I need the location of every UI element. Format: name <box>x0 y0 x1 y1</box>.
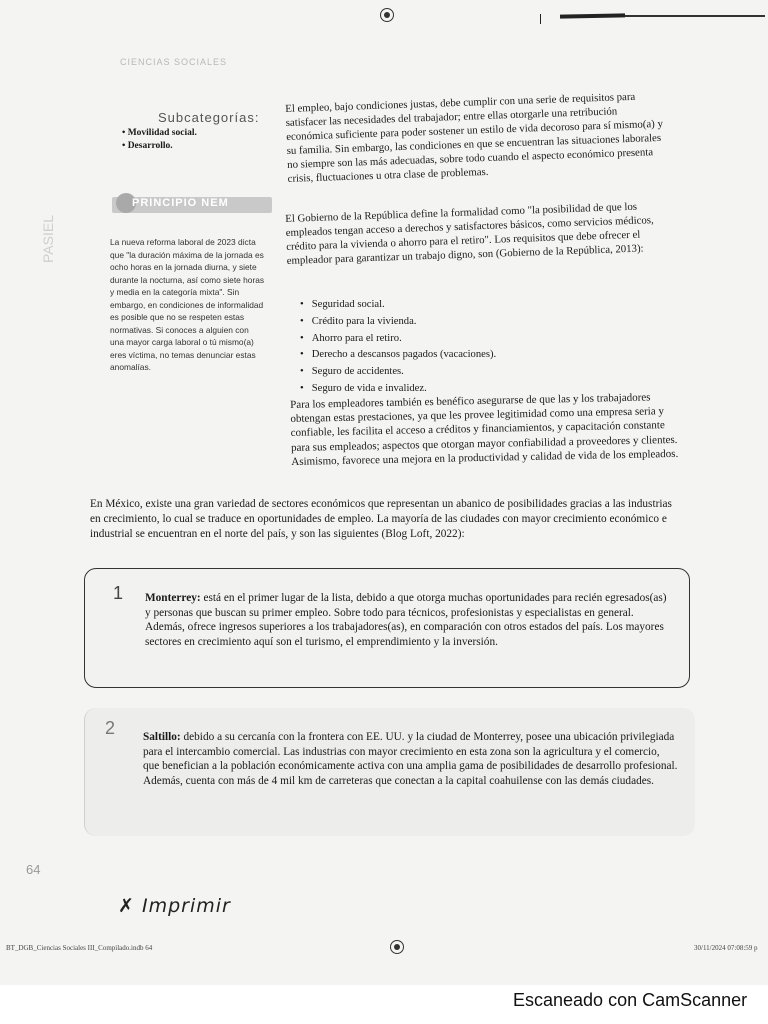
list-item: • Seguro de vida e invalidez. <box>300 381 620 398</box>
city-box-monterrey <box>84 568 690 688</box>
subcategories-title: Subcategorías: <box>158 110 260 125</box>
side-code: PASIEL <box>40 215 56 263</box>
list-item: • Seguro de accidentes. <box>300 364 620 381</box>
section-header: CIENCIAS SOCIALES <box>120 57 228 67</box>
box-number: 2 <box>105 718 116 738</box>
top-crop-rule <box>540 14 765 18</box>
footer-filename: BT_DGB_Ciencias Sociales III_Compilado.indb 64 <box>6 944 153 952</box>
list-item: • Derecho a descansos pagados (vacaciones). <box>300 347 620 364</box>
registration-mark-top <box>380 8 394 22</box>
city-name: Saltillo: <box>143 731 181 743</box>
paragraph-mexico: En México, existe una gran variedad de sectores económicos que representan un abanico de posibilidades gracias a las industrias en crecimiento, lo cual se traduce en oportunidades de empleo. La mayoría de las ciudades con mayor crecimiento económico e industrial se encuentran en el norte del país, y son las siguientes (Blog Loft, 2022): <box>90 498 672 540</box>
city-description: debido a su cercanía con la frontera con EE. UU. y la ciudad de Monterrey, posee una ubicación privilegiada para el intercambio comercial. Las industrias con mayor crecimiento en esta zona son la agricultura y el comercio, que benefician a la población económicamente activa con una amplia gama de posibilidades de desarrollo profesional. Además, cuenta con más de 4 mil km de carreteras que conectan a la capital coahuilense con las demás ciudades. <box>143 731 678 787</box>
paragraph-formality: El Gobierno de la República define la formalidad como "la posibilidad de que los empleados tengan acceso a derechos y satisfactores básicos, como servicios médicos, crédito para la vivienda o ahorro para el retiro". Los requisitos que debe ofrecer el empleador para garantizar un trabajo digno, son (Gobierno de la República, 2013): <box>285 200 654 267</box>
principio-nem-badge <box>112 193 272 219</box>
box-text <box>145 591 670 649</box>
list-item: • Crédito para la vivienda. <box>300 314 620 331</box>
sidebar-note: La nueva reforma laboral de 2023 dicta que "la duración máxima de la jornada es ocho horas en la jornada diurna, y siete durante la nocturna, así como siete horas y media en la categoría mixta". Sin embargo, en condiciones de informalidad es posible que no se respeten estas normativas. Si conoces a alguien con una mayor carga laboral o tú mismo(a) eres víctima, no temas denunciar estas anomalías. <box>110 237 265 372</box>
badge-label: PRINCIPIO NEM <box>132 197 229 209</box>
city-description: está en el primer lugar de la lista, debido a que otorga muchas oportunidades para recién egresados(as) y personas que buscan su primer empleo. Sobre todo para técnicos, profesionistas y especialistas en general. Además, ofrece ingresos superiores a los trabajadores(as), en comparación con otros estados del país. Los mayores sectores en crecimiento aquí son el turismo, el emprendimiento y la inversión. <box>145 592 667 648</box>
page-number: 64 <box>26 862 41 877</box>
subcategory-item: • Desarrollo. <box>122 141 173 151</box>
requirements-list <box>300 297 620 398</box>
camscanner-watermark: Escaneado con CamScanner <box>513 990 748 1010</box>
subcategories-list <box>122 127 197 153</box>
list-item: • Seguridad social. <box>300 297 620 314</box>
handwritten-note: ✗ Imprimir <box>118 895 231 917</box>
registration-mark-bottom <box>390 940 404 954</box>
footer-timestamp: 30/11/2024 07:08:59 p <box>694 944 758 952</box>
city-box-saltillo <box>84 708 695 836</box>
paragraph-employers: Para los empleadores también es benéfico asegurarse de que las y los trabajadores obtengan estas prestaciones, ya que les provee legitimidad como una empresa seria y confiable, les facilita el acceso a créditos y financiamientos, y capacitación constante para sus empleados; aspectos que otorgan mayor confiabilidad a proveedores y clientes. Asimismo, favorece una mejora en la productividad y calidad de vida de los empleados. <box>290 391 679 468</box>
subcategory-item: • Movilidad social. <box>122 128 197 138</box>
paragraph-employment: El empleo, bajo condiciones justas, debe cumplir con una serie de requisitos para satisfacer las necesidades del trabajador; entre ellas otorgarle una retribución económica suficiente para poder sostener un estilo de vida decoroso para sí mismo(a) y su familia. Sin embargo, las condiciones en que se encuentran las situaciones laborales no siempre son las más adecuadas, sobre todo cuando el aspecto económico presenta crisis, fluctuaciones u otra clase de problemas. <box>285 90 664 185</box>
box-text <box>143 730 678 788</box>
box-number: 1 <box>113 583 124 603</box>
city-name: Monterrey: <box>145 592 201 604</box>
list-item: • Ahorro para el retiro. <box>300 331 620 348</box>
